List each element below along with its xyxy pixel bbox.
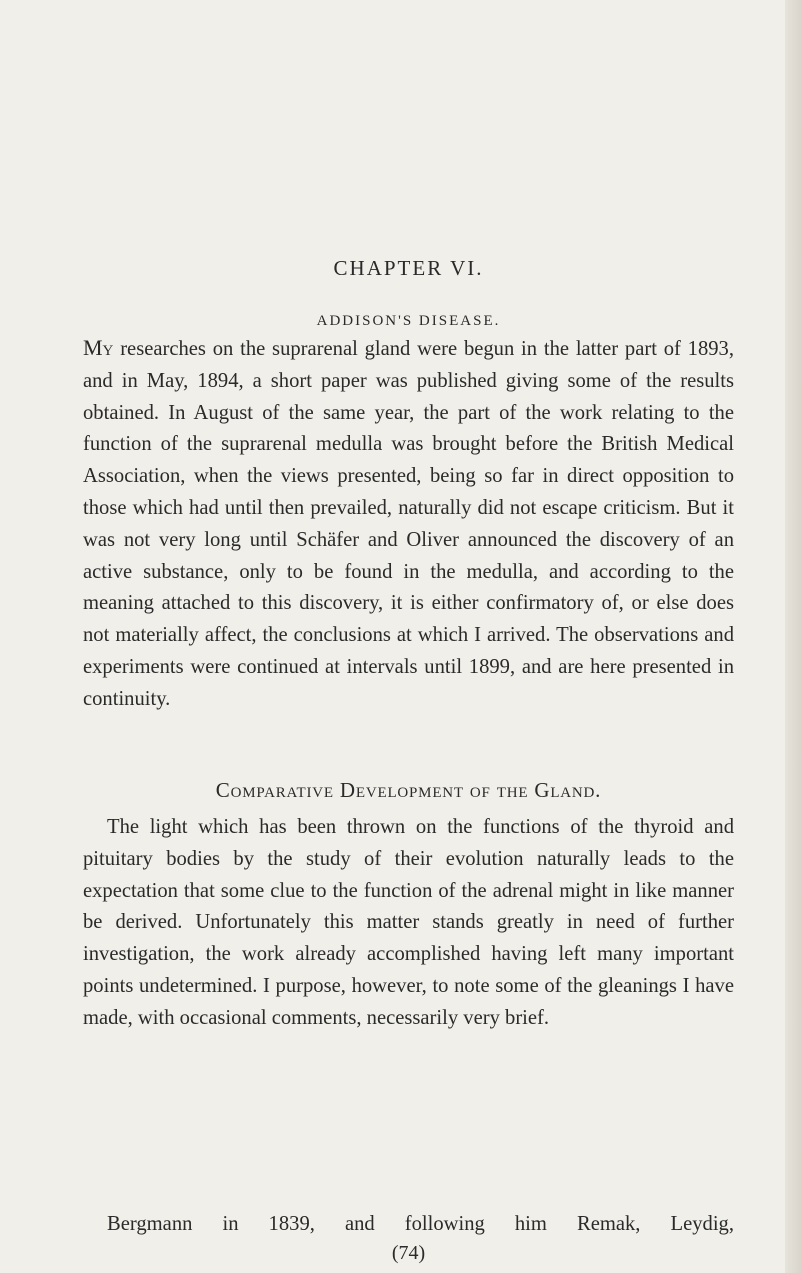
chapter-heading: CHAPTER VI.: [333, 256, 484, 280]
chapter-title: ADDISON'S DISEASE.: [316, 313, 501, 329]
intro-text: researches on the suprarenal gland were begun in the latter part of 1893, and in May, 1894, a short paper was published giving some of the results obtained. In August of the same year, the part of the work relating to the function of the suprarenal medulla was brought before the British Medical Association, when the views presented, being so far in direct opposition to those which had until then prevailed, naturally did not escape criticism. But it was not very long until Schäfer and Oliver announced the discovery of an active substance, only to be found in the medulla, and according to the meaning attached to this discovery, it is either confirmatory of, or else does not materially affect, the conclusions at which I arrived. The observations and experiments were continued at intervals until 1899, and are here presented in continuity.: [83, 338, 734, 710]
intro-first-word: My: [83, 335, 114, 360]
page-number: (74): [391, 1242, 426, 1264]
intro-paragraph: [83, 332, 734, 716]
page-edge-shadow: [785, 0, 801, 1273]
section-paragraph-1: The light which has been thrown on the functions of the thyroid and pituitary bodies by the study of their evolution naturally leads to the expectation that some clue to the function of the adrenal might in like manner be derived. Unfortunately this matter stands greatly in need of further investigation, the work already accomplished having left many important points undetermined. I purpose, however, to note some of the gleanings I have made, with occasional comments, necessarily very brief.: [83, 816, 734, 1029]
section-heading: Comparative Development of the Gland.: [215, 778, 602, 802]
section-paragraph-2: Bergmann in 1839, and following him Remak, Leydig,: [107, 1213, 734, 1235]
